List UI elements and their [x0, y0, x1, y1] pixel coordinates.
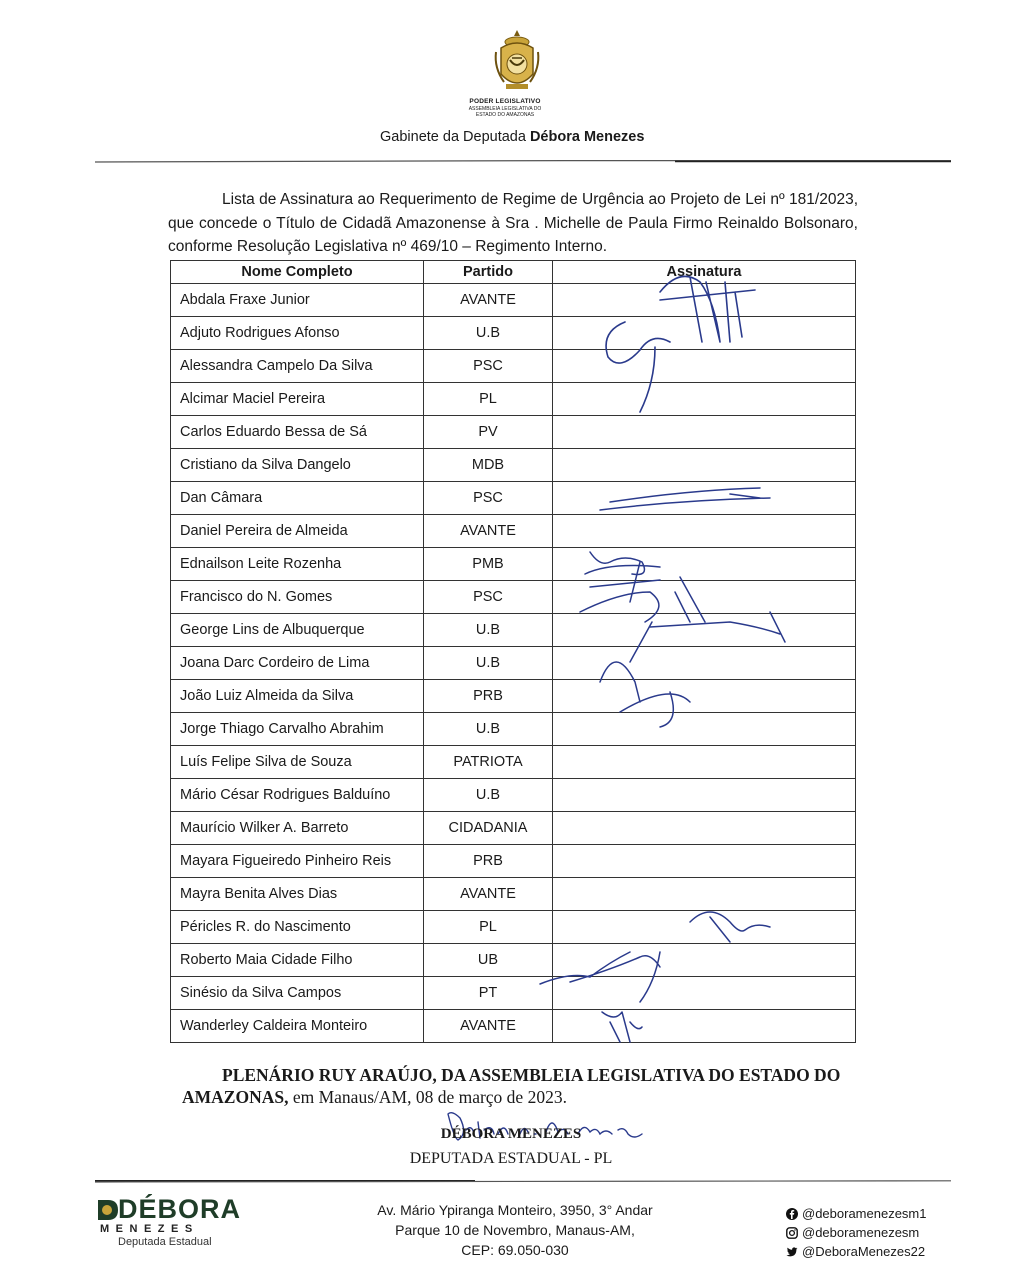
member-party: PATRIOTA: [424, 746, 553, 779]
office-heading: [380, 129, 644, 145]
member-name: Francisco do N. Gomes: [171, 581, 424, 614]
signature-cell: [553, 680, 856, 713]
logo-name: DÉBORA: [118, 1194, 242, 1224]
table-row: [171, 977, 856, 1010]
org-subtitle-2: ESTADO DO AMAZONAS: [475, 112, 535, 118]
social-twitter[interactable]: [786, 1242, 926, 1261]
member-party: PSC: [424, 581, 553, 614]
member-party: U.B: [424, 647, 553, 680]
member-party: U.B: [424, 317, 553, 350]
member-party: PV: [424, 416, 553, 449]
member-name: Abdala Fraxe Junior: [171, 284, 424, 317]
closing-bold-2: AMAZONAS,: [182, 1087, 289, 1107]
office-prefix: Gabinete da Deputada: [380, 129, 530, 145]
signature-table: [170, 260, 856, 1043]
social-facebook[interactable]: [786, 1204, 926, 1223]
member-name: Ednailson Leite Rozenha: [171, 548, 424, 581]
member-party: PSC: [424, 350, 553, 383]
table-row: [171, 911, 856, 944]
member-party: CIDADANIA: [424, 812, 553, 845]
member-name: Dan Câmara: [171, 482, 424, 515]
member-name: Mayara Figueiredo Pinheiro Reis: [171, 845, 424, 878]
signature-cell: [553, 614, 856, 647]
closing-statement: [182, 1064, 882, 1108]
signature-cell: [553, 977, 856, 1010]
table-row: [171, 548, 856, 581]
table-row: [171, 284, 856, 317]
member-party: PRB: [424, 845, 553, 878]
table-row: [171, 350, 856, 383]
signature-cell: [553, 548, 856, 581]
member-party: PSC: [424, 482, 553, 515]
instagram-handle: @deboramenezesm: [802, 1225, 920, 1240]
table-row: [171, 1010, 856, 1043]
facebook-handle: @deboramenezesm1: [802, 1206, 927, 1221]
signature-cell: [553, 317, 856, 350]
member-party: MDB: [424, 449, 553, 482]
member-name: Luís Felipe Silva de Souza: [171, 746, 424, 779]
member-name: George Lins de Albuquerque: [171, 614, 424, 647]
member-name: Adjuto Rodrigues Afonso: [171, 317, 424, 350]
facebook-icon: [786, 1208, 798, 1220]
signature-cell: [553, 1010, 856, 1043]
member-party: UB: [424, 944, 553, 977]
member-party: AVANTE: [424, 284, 553, 317]
member-name: Sinésio da Silva Campos: [171, 977, 424, 1010]
table-row: [171, 944, 856, 977]
signature-cell: [553, 746, 856, 779]
table-row: [171, 416, 856, 449]
member-party: PMB: [424, 548, 553, 581]
table-row: [171, 383, 856, 416]
member-party: AVANTE: [424, 878, 553, 911]
signer-role: DEPUTADA ESTADUAL - PL: [409, 1150, 613, 1167]
member-name: Mário César Rodrigues Balduíno: [171, 779, 424, 812]
table-header-row: [171, 261, 856, 284]
member-party: U.B: [424, 713, 553, 746]
closing-bold-1: PLENÁRIO RUY ARAÚJO, DA ASSEMBLEIA LEGISLATIVA DO ESTADO DO: [222, 1065, 841, 1085]
signature-cell: [553, 845, 856, 878]
footer-divider: [95, 1180, 951, 1183]
logo-surname: MENEZES: [100, 1223, 199, 1235]
address-line-3: CEP: 69.050-030: [461, 1242, 569, 1258]
signature-cell: [553, 284, 856, 317]
signer-name: DÉBORA MENEZES: [440, 1126, 582, 1142]
signature-cell: [553, 482, 856, 515]
column-header-name: Nome Completo: [171, 261, 424, 284]
address-line-2: Parque 10 de Novembro, Manaus-AM,: [395, 1222, 635, 1238]
member-name: Roberto Maia Cidade Filho: [171, 944, 424, 977]
column-header-party: Partido: [424, 261, 553, 284]
table-row: [171, 449, 856, 482]
signature-cell: [553, 944, 856, 977]
table-row: [171, 614, 856, 647]
signature-cell: [553, 416, 856, 449]
member-name: Daniel Pereira de Almeida: [171, 515, 424, 548]
social-instagram[interactable]: [786, 1223, 926, 1242]
signature-cell: [553, 581, 856, 614]
table-row: [171, 647, 856, 680]
address-line-1: Av. Mário Ypiranga Monteiro, 3950, 3° Andar: [377, 1202, 653, 1218]
twitter-icon: [786, 1246, 798, 1258]
signature-cell: [553, 383, 856, 416]
org-title: PODER LEGISLATIVO: [469, 98, 541, 105]
amazonas-coat-of-arms-icon: [492, 28, 542, 96]
member-party: PT: [424, 977, 553, 1010]
member-party: PL: [424, 911, 553, 944]
member-name: Maurício Wilker A. Barreto: [171, 812, 424, 845]
signature-cell: [553, 779, 856, 812]
member-party: AVANTE: [424, 515, 553, 548]
member-name: Jorge Thiago Carvalho Abrahim: [171, 713, 424, 746]
social-links: [786, 1204, 926, 1261]
request-paragraph: [168, 188, 858, 259]
signature-cell: [553, 713, 856, 746]
table-row: [171, 482, 856, 515]
request-text: Lista de Assinatura ao Requerimento de Regime de Urgência ao Projeto de Lei nº 181/2023, que concede o Título de Cidadã Amazonense à Sra . Michelle de Paula Firmo Reinaldo Bolsonaro, conforme Resolução Legislativa nº 469/10 – Regimento Interno.: [168, 191, 858, 255]
member-name: Wanderley Caldeira Monteiro: [171, 1010, 424, 1043]
closing-rest: em Manaus/AM, 08 de março de 2023.: [288, 1087, 567, 1107]
logo-role: Deputada Estadual: [118, 1236, 212, 1248]
instagram-icon: [786, 1227, 798, 1239]
table-row: [171, 317, 856, 350]
member-party: U.B: [424, 614, 553, 647]
table-row: [171, 779, 856, 812]
signature-cell: [553, 350, 856, 383]
table-row: [171, 746, 856, 779]
header-divider: [95, 160, 951, 163]
member-party: U.B: [424, 779, 553, 812]
signature-cell: [553, 911, 856, 944]
table-row: [171, 812, 856, 845]
member-name: Péricles R. do Nascimento: [171, 911, 424, 944]
member-party: PRB: [424, 680, 553, 713]
member-name: Alessandra Campelo Da Silva: [171, 350, 424, 383]
logo-emblem-icon: [96, 1198, 118, 1222]
table-row: [171, 713, 856, 746]
signature-cell: [553, 812, 856, 845]
office-address: [350, 1200, 680, 1260]
office-deputy-name: Débora Menezes: [529, 129, 645, 145]
member-name: Joana Darc Cordeiro de Lima: [171, 647, 424, 680]
table-row: [171, 845, 856, 878]
signature-cell: [553, 515, 856, 548]
member-name: Cristiano da Silva Dangelo: [171, 449, 424, 482]
table-row: [171, 581, 856, 614]
table-row: [171, 515, 856, 548]
column-header-signature: Assinatura: [553, 261, 856, 284]
signature-cell: [553, 878, 856, 911]
signature-cell: [553, 449, 856, 482]
member-name: João Luiz Almeida da Silva: [171, 680, 424, 713]
member-name: Mayra Benita Alves Dias: [171, 878, 424, 911]
table-row: [171, 680, 856, 713]
table-row: [171, 878, 856, 911]
member-party: PL: [424, 383, 553, 416]
member-party: AVANTE: [424, 1010, 553, 1043]
member-name: Carlos Eduardo Bessa de Sá: [171, 416, 424, 449]
org-subtitle-1: ASSEMBLEIA LEGISLATIVA DO: [468, 106, 542, 112]
twitter-handle: @DeboraMenezes22: [802, 1244, 926, 1259]
member-name: Alcimar Maciel Pereira: [171, 383, 424, 416]
signature-cell: [553, 647, 856, 680]
